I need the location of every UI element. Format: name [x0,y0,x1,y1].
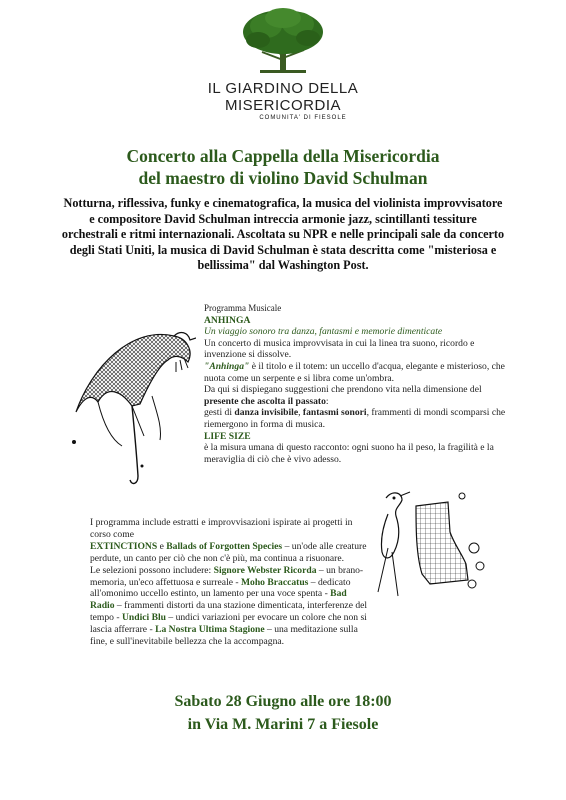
programma-paragraph-2 [204,361,512,384]
s3-text-e: – dedicato all'omonimo uccello estinto, un lamento per una voce spenta - [90,576,351,600]
programma-heading: Programma Musicale [204,303,282,313]
anhinga-bird-umbrella-illustration [62,316,196,492]
intro-paragraph: Notturna, riflessiva, funky e cinematografica, la musica del violinista improvvisatore e compositore David Schulman intreccia armonie jazz, scintillanti tessiture orchestrali e ritmi internazionali. Ascoltata su NPR e nelle principali sale da concerto degli Stati Uniti, la musica di David Schulman è stata descritta come "misteriosa e bellissima" dal Washington Post. [61,196,505,273]
lifesize-title: LIFE SIZE [204,430,251,442]
track-moho-braccatus: Moho Braccatus [240,576,309,588]
p3-text-bold: presente che ascolta il passato [204,395,326,407]
anhinga-title: ANHINGA [204,314,251,326]
title-line1: Concerto alla Cappella della Misericordia [126,146,440,166]
s3-text-k: – una meditazione sulla fine, e sull'inevitabile bellezza che la accompagna. [90,624,358,648]
extinctions-title: EXTINCTIONS [90,540,158,552]
title-line2: del maestro di violino David Schulman [138,168,428,188]
event-address: in Via M. Marini 7 a Fiesole [187,716,379,733]
logo-subtitle: COMUNITA' DI FIESOLE [259,115,347,121]
track-bad-radio: Bad Radio [90,588,347,612]
s2-text-b: e [157,540,167,552]
programma-paragraph-4 [204,407,512,430]
programma-paragraph-5: è la misura umana di questo racconto: ogni suono ha il peso, la fragilità e la meraviglia di ciò che è vivo adesso. [204,442,494,465]
p3-text-c: : [325,395,329,407]
track-signore-webster: Signore Webster Ricorda [213,564,317,576]
bird-and-boot-illustration [370,488,492,606]
programma-paragraph-3 [204,384,512,407]
s3-text-c: – un brano-memoria, un'eco affettuosa e surreale - [90,564,364,588]
p4-text-e: , frammenti di mondi scomparsi che riemergono in forma di musica. [204,407,506,430]
selezioni-paragraph-1: I programma include estratti e improvvisazioni ispirate ai progetti in corso come [90,517,353,540]
logo-title-line1: IL GIARDINO DELLA [207,80,359,97]
p3-text-a: Da qui si dispiegano suggestioni che prendono vita nella dimensione del [204,384,482,396]
tree-icon [238,6,328,78]
p4-text-bold-1: danza invisibile [234,407,299,419]
s3-text-g: – frammenti distorti da una stazione dimenticata, interferenze del tempo - [90,600,368,624]
s3-text-i: – undici variazioni per evocare un colore che non si lascia afferrare - [90,612,367,636]
track-nostra-ultima-stagione: La Nostra Ultima Stagione [155,624,265,636]
logo-title-line2: MISERICORDIA [224,97,341,114]
event-date: Sabato 28 Giugno alle ore 18:00 [174,693,392,710]
programma-paragraph-1: Un concerto di musica improvvisata in cui la linea tra suono, ricordo e invenzione si dissolve. [204,337,475,361]
ballads-title: Ballads of Forgotten Species [166,540,283,552]
track-undici-blu: Undici Blu [121,612,166,624]
anhinga-subtitle: Un viaggio sonoro tra danza, fantasmi e memorie dimenticate [204,326,443,338]
p4-text-c: , [298,407,303,419]
p4-text-bold-2: fantasmi sonori [302,407,367,419]
s3-text-a: Le selezioni possono includere: [90,564,214,576]
programma-paragraph-2-text: è il titolo e il totem: un uccello d'acqua, elegante e misterioso, che nuota come un serpente e si libra come un'ombra. [204,360,505,384]
selezioni-paragraph-2 [90,541,368,565]
logo [0,6,566,122]
anhinga-quote: "Anhinga" [204,360,250,372]
selezioni-paragraph-3 [90,565,368,648]
s2-text-d: – un'ode alle creature perdute, un canto per ciò che non c'è più, ma continua a risuonare. [90,540,367,564]
programma-section [204,303,512,465]
selezioni-section [90,517,368,648]
p4-text-a: gesti di [204,407,235,419]
